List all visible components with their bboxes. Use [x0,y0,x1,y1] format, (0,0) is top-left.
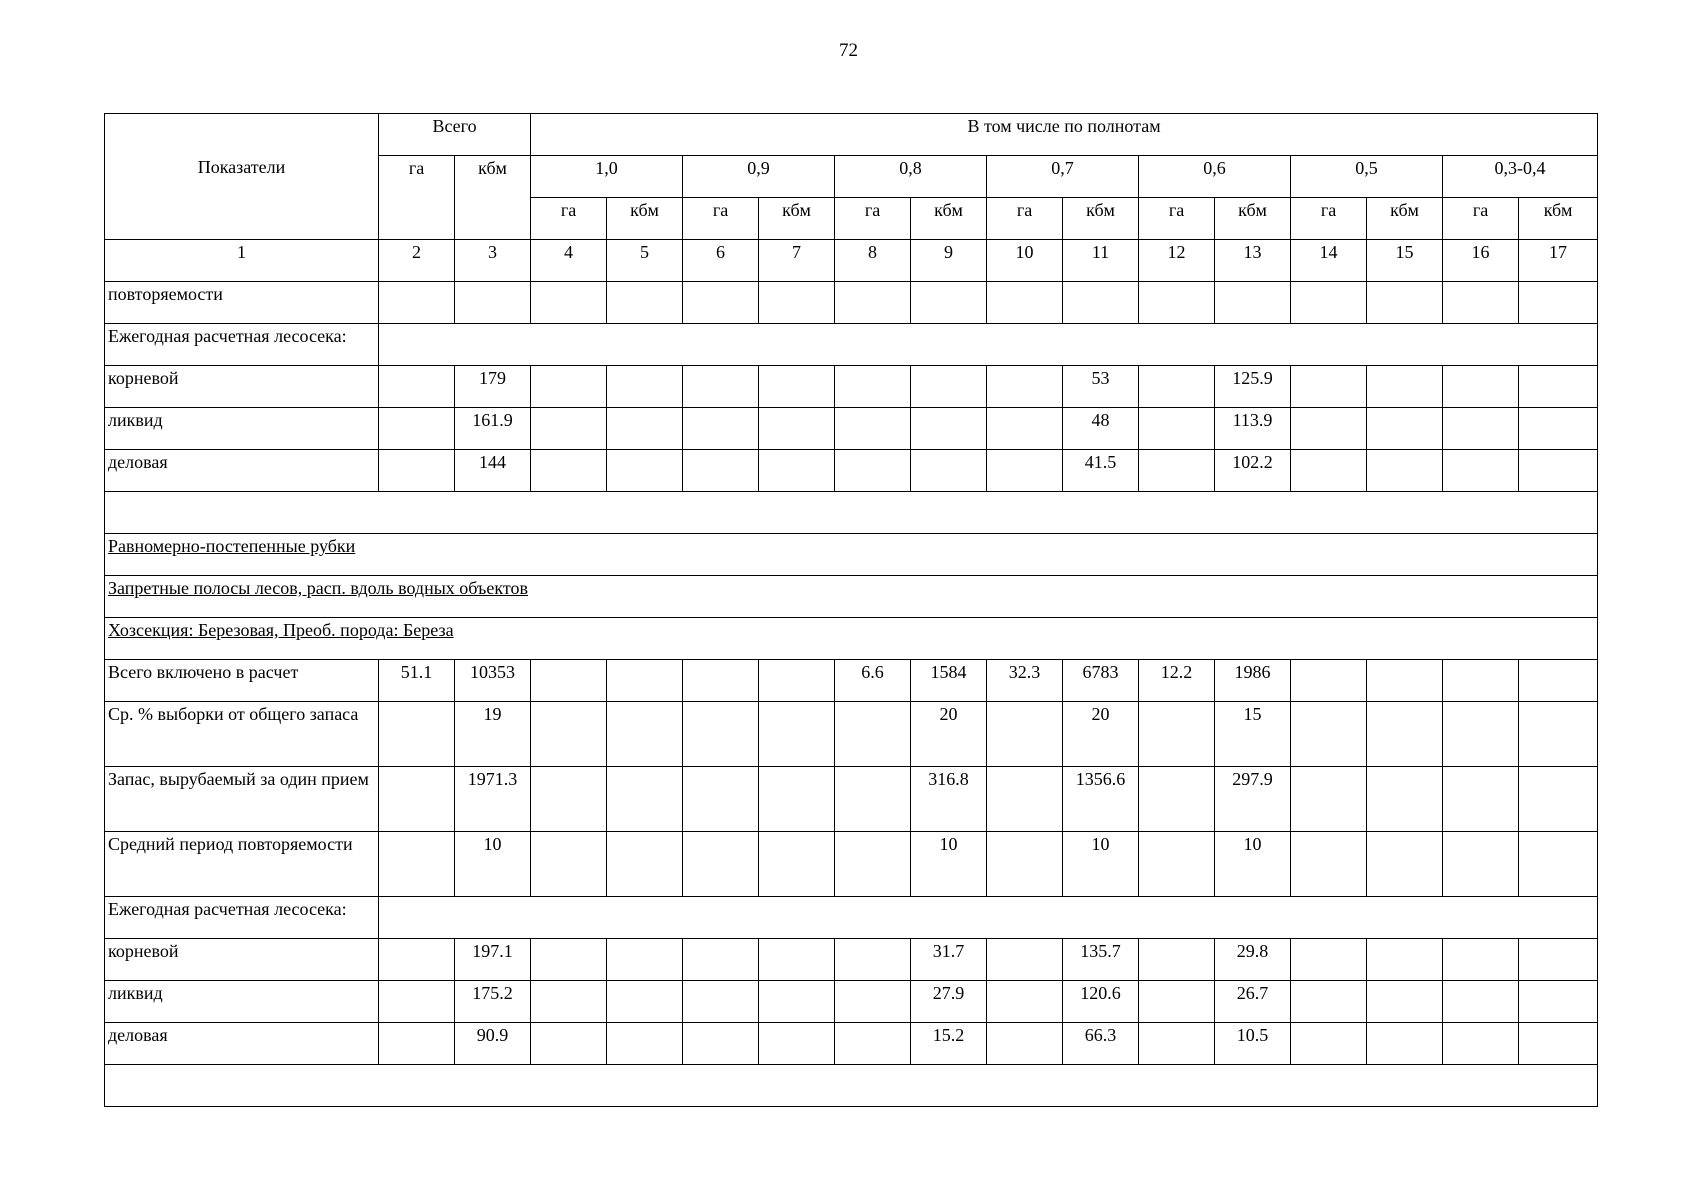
data-cell [379,702,455,767]
data-cell [911,408,987,450]
data-cell: 1356.6 [1063,767,1139,832]
data-cell [607,408,683,450]
data-cell [683,939,759,981]
data-cell [987,450,1063,492]
data-cell [379,282,455,324]
data-cell [1519,832,1598,897]
data-cell: 125.9 [1215,366,1291,408]
data-cell: 29.8 [1215,939,1291,981]
data-cell [759,767,835,832]
data-cell [987,282,1063,324]
data-cell [987,832,1063,897]
data-cell: 10353 [455,660,531,702]
data-cell [1063,282,1139,324]
header-unit-kbm: кбм [759,198,835,240]
row-label: корневой [105,939,379,981]
header-by-density: В том числе по полнотам [531,114,1598,156]
header-unit-kbm: кбм [1367,198,1443,240]
column-number: 5 [607,240,683,282]
data-cell: 113.9 [1215,408,1291,450]
table-row [105,282,1598,324]
data-cell [531,832,607,897]
row-label: повторяемости [105,282,379,324]
column-number: 9 [911,240,987,282]
section-heading: Равномерно-постепенные рубки [105,534,1598,576]
data-cell [1519,660,1598,702]
column-number: 10 [987,240,1063,282]
header-unit-kbm: кбм [1215,198,1291,240]
column-number: 3 [455,240,531,282]
data-cell: 297.9 [1215,767,1291,832]
header-density: 0,5 [1291,156,1443,198]
data-cell [835,450,911,492]
row-label: Средний период повторяемости [105,832,379,897]
data-cell [531,660,607,702]
data-cell [1367,366,1443,408]
data-cell: 32.3 [987,660,1063,702]
data-cell [835,939,911,981]
data-cell: 120.6 [1063,981,1139,1023]
row-label: ликвид [105,981,379,1023]
data-cell [1291,366,1367,408]
data-cell: 19 [455,702,531,767]
data-cell: 10 [1063,832,1139,897]
table-row [105,660,1598,702]
data-cell [1291,450,1367,492]
column-number: 11 [1063,240,1139,282]
data-cell: 51.1 [379,660,455,702]
header-unit-kbm: кбм [607,198,683,240]
data-cell [379,1023,455,1065]
data-cell [1367,450,1443,492]
header-unit-kbm: кбм [1063,198,1139,240]
data-cell [759,366,835,408]
data-cell [987,1023,1063,1065]
header-unit-kbm: кбм [1519,198,1598,240]
header-unit-ha: га [1291,198,1367,240]
data-cell: 10.5 [1215,1023,1291,1065]
data-cell [1519,450,1598,492]
data-cell: 10 [455,832,531,897]
data-cell: 10 [1215,832,1291,897]
data-cell [607,1023,683,1065]
data-cell [759,939,835,981]
data-cell: 90.9 [455,1023,531,1065]
empty-row [105,1065,1598,1107]
data-cell [607,767,683,832]
row-label: Ежегодная расчетная лесосека: [105,897,379,939]
header-unit-ha: га [1443,198,1519,240]
data-cell [835,767,911,832]
column-number: 16 [1443,240,1519,282]
data-cell [987,702,1063,767]
data-cell [607,660,683,702]
table-row [105,702,1598,767]
data-cell: 316.8 [911,767,987,832]
data-cell [1443,767,1519,832]
data-cell [1443,450,1519,492]
data-cell [759,832,835,897]
section-heading: Хозсекция: Березовая, Преоб. порода: Береза [105,618,1598,660]
column-number: 14 [1291,240,1367,282]
table-row [105,981,1598,1023]
data-cell [683,981,759,1023]
data-cell [1139,981,1215,1023]
table-row [105,939,1598,981]
data-cell: 175.2 [455,981,531,1023]
data-cell [1519,282,1598,324]
data-cell [759,408,835,450]
row-label: Ср. % выборки от общего запаса [105,702,379,767]
data-cell [1139,366,1215,408]
table-row [105,408,1598,450]
data-cell: 41.5 [1063,450,1139,492]
data-cell [759,450,835,492]
data-cell [531,366,607,408]
data-cell [1291,939,1367,981]
data-cell [1291,1023,1367,1065]
data-cell [1519,1023,1598,1065]
data-cell [1291,660,1367,702]
data-cell [1519,767,1598,832]
data-cell: 15 [1215,702,1291,767]
data-cell: 20 [911,702,987,767]
data-cell [835,408,911,450]
data-cell [455,282,531,324]
data-cell [1367,981,1443,1023]
data-cell [1367,939,1443,981]
header-unit-kbm: кбм [911,198,987,240]
data-cell [607,366,683,408]
data-cell [1367,282,1443,324]
table-row [105,324,1598,366]
section-heading: Запретные полосы лесов, расп. вдоль водных объектов [105,576,1598,618]
data-cell: 27.9 [911,981,987,1023]
column-number: 6 [683,240,759,282]
header-unit-ha: га [1139,198,1215,240]
header-density: 0,7 [987,156,1139,198]
data-cell [379,939,455,981]
data-cell [1139,702,1215,767]
data-cell [379,832,455,897]
data-cell [759,702,835,767]
data-cell [607,939,683,981]
data-cell [1443,366,1519,408]
data-cell [1139,282,1215,324]
data-cell [1443,660,1519,702]
data-cell [1291,981,1367,1023]
table-row [105,366,1598,408]
empty-row [105,492,1598,534]
table-row [105,576,1598,618]
data-cell [1519,408,1598,450]
data-cell [531,1023,607,1065]
data-cell [1139,450,1215,492]
data-cell [1367,1023,1443,1065]
data-cell [987,939,1063,981]
data-cell [1139,939,1215,981]
data-cell [607,702,683,767]
data-cell [531,981,607,1023]
data-cell [1519,939,1598,981]
data-cell [1443,939,1519,981]
row-label: Всего включено в расчет [105,660,379,702]
data-cell [987,366,1063,408]
spanned-cell [379,897,1598,939]
data-cell [1443,1023,1519,1065]
data-cell: 135.7 [1063,939,1139,981]
data-cell [987,767,1063,832]
data-cell [759,981,835,1023]
header-unit-ha: га [531,198,607,240]
data-cell [683,366,759,408]
data-cell: 1971.3 [455,767,531,832]
column-number: 15 [1367,240,1443,282]
data-cell: 31.7 [911,939,987,981]
data-cell [835,832,911,897]
data-cell [379,450,455,492]
data-cell: 10 [911,832,987,897]
data-cell [911,282,987,324]
table-row [105,1065,1598,1107]
data-cell [531,939,607,981]
data-cell [835,366,911,408]
row-label: Ежегодная расчетная лесосека: [105,324,379,366]
data-cell [379,981,455,1023]
data-cell [683,832,759,897]
data-cell [1443,702,1519,767]
data-cell: 26.7 [1215,981,1291,1023]
data-cell [531,702,607,767]
data-cell [1443,981,1519,1023]
table-row [105,897,1598,939]
data-cell [683,282,759,324]
header-total-kbm: кбм [455,156,531,240]
data-cell [683,767,759,832]
data-cell [835,702,911,767]
page-number: 72 [839,40,858,61]
data-cell [835,1023,911,1065]
forest-table [104,113,1598,1107]
data-cell [683,450,759,492]
data-cell [1367,660,1443,702]
data-cell [1443,282,1519,324]
header-density: 0,9 [683,156,835,198]
data-cell: 1584 [911,660,987,702]
header-total: Всего [379,114,531,156]
row-label: ликвид [105,408,379,450]
column-number: 2 [379,240,455,282]
data-cell [683,1023,759,1065]
data-cell [1291,702,1367,767]
data-cell [1291,832,1367,897]
table-row [105,832,1598,897]
header-density: 1,0 [531,156,683,198]
data-cell [1291,767,1367,832]
data-cell [607,282,683,324]
data-cell [1367,832,1443,897]
header-density: 0,6 [1139,156,1291,198]
spanned-cell [379,324,1598,366]
data-cell: 15.2 [911,1023,987,1065]
data-cell: 53 [1063,366,1139,408]
data-cell [531,282,607,324]
header-indicators: Показатели [105,114,379,240]
row-label: Запас, вырубаемый за один прием [105,767,379,832]
data-cell [1139,408,1215,450]
data-cell [1215,282,1291,324]
data-cell [1291,408,1367,450]
table-row [105,534,1598,576]
data-cell [1291,282,1367,324]
table-row [105,450,1598,492]
data-cell: 12.2 [1139,660,1215,702]
header-unit-ha: га [835,198,911,240]
data-cell [1139,767,1215,832]
data-cell [835,282,911,324]
table-row [105,492,1598,534]
data-cell: 48 [1063,408,1139,450]
data-cell [1367,767,1443,832]
data-cell [759,1023,835,1065]
data-cell [379,408,455,450]
data-cell: 197.1 [455,939,531,981]
data-cell [1139,1023,1215,1065]
data-cell: 102.2 [1215,450,1291,492]
data-cell [683,408,759,450]
data-cell [911,366,987,408]
data-cell [1519,702,1598,767]
data-cell: 161.9 [455,408,531,450]
data-cell [1367,702,1443,767]
header-total-ha: га [379,156,455,240]
table-row [105,618,1598,660]
row-label: корневой [105,366,379,408]
data-cell [987,408,1063,450]
column-number: 17 [1519,240,1598,282]
data-cell: 6.6 [835,660,911,702]
column-number: 8 [835,240,911,282]
column-number: 7 [759,240,835,282]
data-cell: 1986 [1215,660,1291,702]
row-label: деловая [105,450,379,492]
data-cell [1443,408,1519,450]
data-cell: 6783 [1063,660,1139,702]
header-unit-ha: га [987,198,1063,240]
data-cell [379,366,455,408]
data-cell: 20 [1063,702,1139,767]
data-cell [987,981,1063,1023]
header-unit-ha: га [683,198,759,240]
data-cell [759,282,835,324]
data-cell [531,408,607,450]
data-cell [835,981,911,1023]
row-label: деловая [105,1023,379,1065]
data-cell: 144 [455,450,531,492]
header-density: 0,3-0,4 [1443,156,1598,198]
data-cell [379,767,455,832]
column-number: 1 [105,240,379,282]
data-cell [1139,832,1215,897]
column-number: 4 [531,240,607,282]
data-cell [531,450,607,492]
data-cell [911,450,987,492]
data-cell: 66.3 [1063,1023,1139,1065]
data-cell [607,832,683,897]
data-cell [607,450,683,492]
data-cell [1519,366,1598,408]
column-number: 13 [1215,240,1291,282]
data-cell [683,660,759,702]
header-density: 0,8 [835,156,987,198]
table-row [105,1023,1598,1065]
data-cell [607,981,683,1023]
table-row [105,767,1598,832]
data-cell [683,702,759,767]
data-cell [759,660,835,702]
data-cell [1519,981,1598,1023]
data-cell: 179 [455,366,531,408]
data-cell [1443,832,1519,897]
data-cell [531,767,607,832]
column-number: 12 [1139,240,1215,282]
data-cell [1367,408,1443,450]
